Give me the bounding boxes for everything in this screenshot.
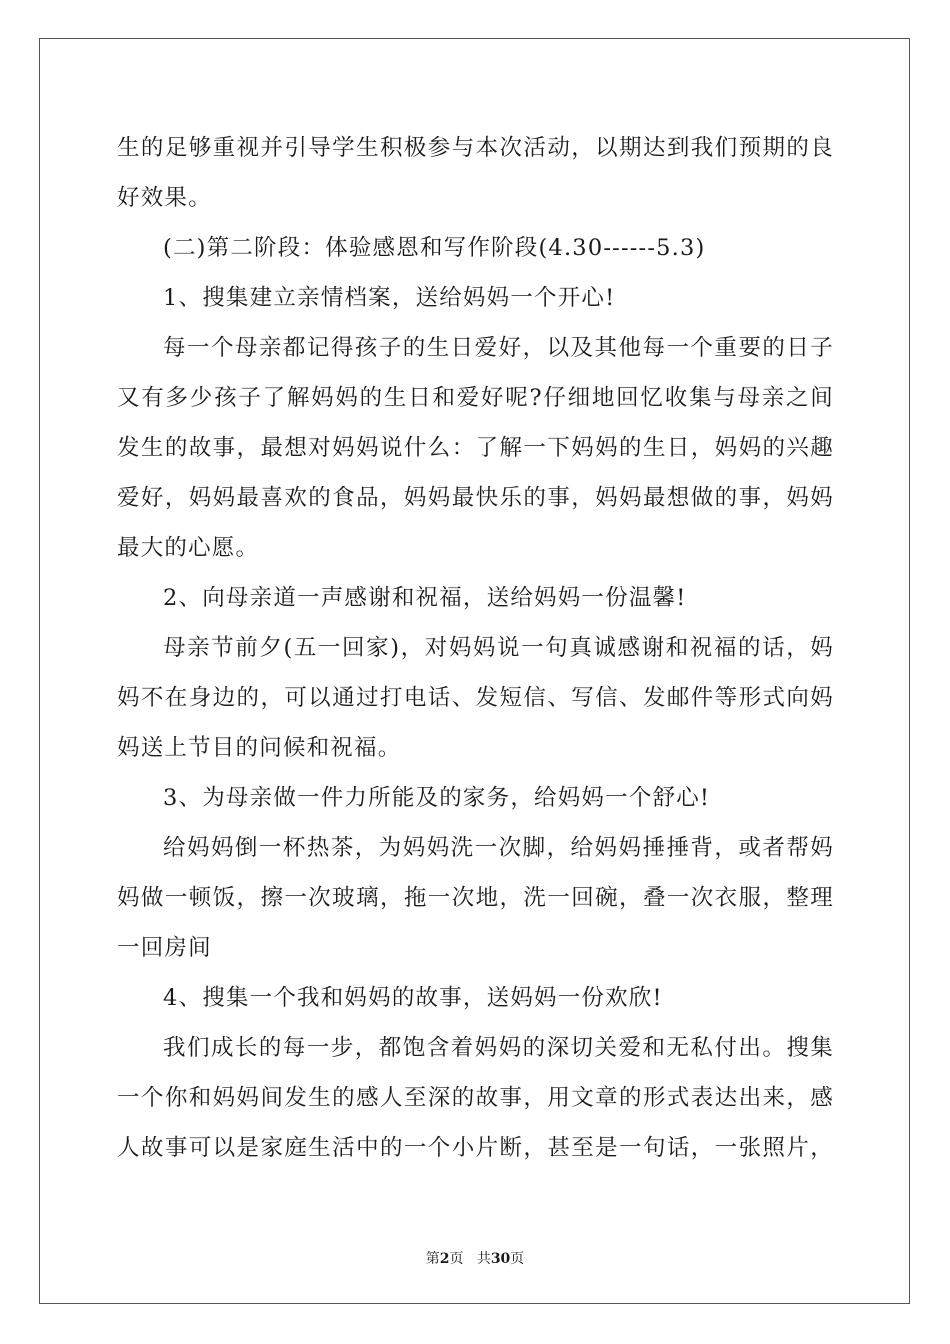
text-line: 4、搜集一个我和妈妈的故事，送妈妈一份欢欣! xyxy=(163,985,663,1011)
text-line: 2、向母亲道一声感谢和祝福，送给妈妈一份温馨! xyxy=(163,585,687,611)
text-line: 妈不在身边的，可以通过打电话、发短信、写信、发邮件等形式向妈 xyxy=(117,685,834,711)
text-line: 人故事可以是家庭生活中的一个小片断，甚至是一句话，一张照片， xyxy=(117,1135,834,1161)
text-line: 妈做一顿饭，擦一次玻璃，拖一次地，洗一回碗，叠一次衣服，整理 xyxy=(117,885,834,911)
text-line: 爱好，妈妈最喜欢的食品，妈妈最快乐的事，妈妈最想做的事，妈妈 xyxy=(117,485,834,511)
text-line: 妈送上节目的问候和祝福。 xyxy=(117,735,402,761)
text-line: 3、为母亲做一件力所能及的家务，给妈妈一个舒心! xyxy=(163,785,711,811)
text-line: 1、搜集建立亲情档案，送给妈妈一个开心! xyxy=(163,285,616,311)
footer-page-suffix: 页 xyxy=(449,1251,464,1267)
text-line: 发生的故事，最想对妈妈说什么：了解一下妈妈的生日，妈妈的兴趣 xyxy=(117,435,834,461)
text-line: 每一个母亲都记得孩子的生日爱好，以及其他每一个重要的日子 xyxy=(163,335,834,361)
text-line: 母亲节前夕(五一回家)，对妈妈说一句真诚感谢和祝福的话，妈 xyxy=(163,635,834,661)
document-body xyxy=(117,123,834,1173)
text-line: 生的足够重视并引导学生积极参与本次活动，以期达到我们预期的良 xyxy=(117,135,834,161)
footer-total-prefix: 共 xyxy=(476,1251,491,1267)
page-footer xyxy=(0,1248,950,1268)
footer-total-suffix: 页 xyxy=(510,1251,525,1267)
text-line: 一个你和妈妈间发生的感人至深的故事，用文章的形式表达出来，感 xyxy=(117,1085,834,1111)
footer-prefix: 第 xyxy=(425,1251,440,1267)
text-line: 好效果。 xyxy=(117,185,212,211)
text-line: 给妈妈倒一杯热茶，为妈妈洗一次脚，给妈妈捶捶背，或者帮妈 xyxy=(163,835,834,861)
text-line: (二)第二阶段：体验感恩和写作阶段(4.30------5.3) xyxy=(163,235,706,261)
total-page-count: 30 xyxy=(490,1251,511,1267)
current-page-number: 2 xyxy=(439,1251,450,1267)
text-line: 我们成长的每一步，都饱含着妈妈的深切关爱和无私付出。搜集 xyxy=(163,1035,834,1061)
text-line: 又有多少孩子了解妈妈的生日和爱好呢?仔细地回忆收集与母亲之间 xyxy=(117,385,834,411)
text-line: 最大的心愿。 xyxy=(117,535,260,561)
text-line: 一回房间 xyxy=(117,935,212,961)
